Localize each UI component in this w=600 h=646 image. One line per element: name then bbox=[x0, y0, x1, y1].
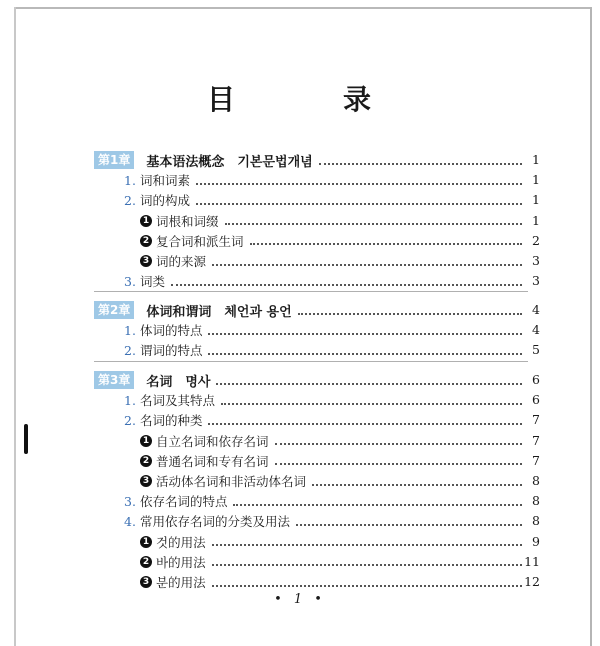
page-number-footer: • 1 • bbox=[274, 592, 326, 607]
circled-number-icon: 3 bbox=[140, 475, 152, 487]
chapter-heading[interactable] bbox=[0, 150, 600, 170]
entry-label: 普通名词和专有名词 bbox=[156, 453, 269, 469]
dot-leader bbox=[212, 263, 522, 266]
subsection-entry[interactable] bbox=[0, 211, 600, 231]
chapter-badge: 第2章 bbox=[94, 301, 134, 319]
chapter-heading[interactable] bbox=[0, 300, 600, 320]
dot-leader bbox=[275, 462, 522, 465]
entry-label: 常用依存名词的分类及用法 bbox=[139, 514, 290, 530]
entry-label: 体词的特点 bbox=[139, 323, 203, 339]
page-number: 5 bbox=[532, 342, 540, 358]
dot-leader bbox=[250, 242, 522, 245]
entry-label: 분的用法 bbox=[156, 575, 206, 590]
circled-number-icon: 2 bbox=[140, 455, 152, 467]
page-border-top bbox=[14, 7, 592, 9]
subsection-entry[interactable] bbox=[0, 471, 600, 491]
page-number: 3 bbox=[532, 273, 540, 289]
page-number: 7 bbox=[532, 432, 540, 448]
circled-number-icon: 2 bbox=[140, 556, 152, 568]
entry-label: 自立名词和依存名词 bbox=[156, 433, 269, 449]
subsection-entry[interactable] bbox=[0, 552, 600, 572]
page-number: 11 bbox=[524, 553, 540, 569]
page-title: 目 录 bbox=[206, 83, 411, 116]
page-number: 1 bbox=[532, 212, 540, 228]
section-number: 4. bbox=[124, 513, 136, 529]
section-number: 1. bbox=[124, 392, 136, 408]
section-number: 1. bbox=[124, 322, 136, 338]
page-number: 8 bbox=[532, 473, 540, 488]
dot-leader bbox=[212, 543, 522, 546]
subsection-entry[interactable] bbox=[0, 431, 600, 451]
circled-number-icon: 2 bbox=[140, 235, 152, 247]
entry-label: 词和词素 bbox=[139, 173, 190, 189]
section-number: 2. bbox=[124, 192, 136, 208]
subsection-entry[interactable] bbox=[0, 572, 600, 592]
page-number: 1 bbox=[532, 172, 540, 188]
page-number: 6 bbox=[532, 372, 540, 387]
entry-label: 词的来源 bbox=[156, 254, 207, 269]
circled-number-icon: 3 bbox=[140, 255, 152, 267]
section-number: 1. bbox=[124, 172, 136, 188]
entry-label: 名词的种类 bbox=[139, 413, 203, 429]
page-number: 9 bbox=[532, 533, 540, 549]
entry-label: 词类 bbox=[139, 274, 165, 290]
page-number: 7 bbox=[532, 412, 540, 428]
section-entry[interactable] bbox=[0, 190, 600, 210]
dot-leader bbox=[298, 312, 522, 315]
subsection-entry[interactable] bbox=[0, 231, 600, 251]
section-entry[interactable] bbox=[0, 390, 600, 410]
page-number: 1 bbox=[532, 192, 540, 208]
page-number: 4 bbox=[532, 322, 540, 338]
chapter-badge: 第1章 bbox=[94, 151, 134, 169]
page-number: 7 bbox=[532, 452, 540, 468]
dot-leader bbox=[212, 584, 522, 587]
circled-number-icon: 3 bbox=[140, 576, 152, 588]
entry-label: 复合词和派生词 bbox=[156, 233, 244, 249]
page-number: 3 bbox=[532, 253, 540, 268]
subsection-entry[interactable] bbox=[0, 532, 600, 552]
dot-leader bbox=[208, 332, 522, 335]
entry-label: 것的用法 bbox=[156, 534, 206, 550]
page-number: 12 bbox=[524, 574, 540, 589]
subsection-entry[interactable] bbox=[0, 251, 600, 271]
circled-number-icon: 1 bbox=[140, 215, 152, 227]
page-number: 8 bbox=[532, 493, 540, 509]
chapter-divider bbox=[94, 291, 528, 292]
entry-label: 活动体名词和非活动体名词 bbox=[156, 474, 307, 489]
entry-label: 依存名词的特点 bbox=[139, 494, 228, 510]
section-number: 3. bbox=[124, 493, 136, 509]
section-entry[interactable] bbox=[0, 320, 600, 340]
section-number: 3. bbox=[124, 273, 136, 289]
dot-leader bbox=[208, 352, 522, 355]
section-number: 2. bbox=[124, 412, 136, 428]
dot-leader bbox=[216, 382, 522, 385]
dot-leader bbox=[319, 162, 522, 165]
dot-leader bbox=[275, 442, 522, 445]
entry-label: 谓词的特点 bbox=[139, 343, 203, 359]
section-entry[interactable] bbox=[0, 511, 600, 531]
dot-leader bbox=[296, 523, 522, 526]
entry-label: 名词 명사 bbox=[146, 374, 211, 390]
chapter-divider bbox=[94, 361, 528, 362]
dot-leader bbox=[233, 503, 522, 506]
page-number: 4 bbox=[532, 302, 540, 317]
page-number: 1 bbox=[532, 152, 540, 167]
entry-label: 바的用法 bbox=[156, 554, 206, 570]
dot-leader bbox=[225, 222, 522, 225]
dot-leader bbox=[196, 182, 522, 185]
page-number: 2 bbox=[532, 232, 540, 248]
dot-leader bbox=[221, 402, 522, 405]
section-entry[interactable] bbox=[0, 340, 600, 360]
dot-leader bbox=[312, 483, 522, 486]
page-number: 6 bbox=[532, 392, 540, 408]
dot-leader bbox=[171, 283, 522, 286]
chapter-heading[interactable] bbox=[0, 370, 600, 390]
dot-leader bbox=[212, 563, 522, 566]
circled-number-icon: 1 bbox=[140, 435, 152, 447]
entry-label: 基本语法概念 기본문법개념 bbox=[146, 154, 313, 170]
dot-leader bbox=[196, 202, 522, 205]
dot-leader bbox=[208, 422, 522, 425]
section-entry[interactable] bbox=[0, 410, 600, 430]
circled-number-icon: 1 bbox=[140, 536, 152, 548]
entry-label: 体词和谓词 체언과 용언 bbox=[146, 304, 292, 320]
subsection-entry[interactable] bbox=[0, 451, 600, 471]
section-entry[interactable] bbox=[0, 491, 600, 511]
section-entry[interactable] bbox=[0, 271, 600, 291]
entry-label: 名词及其特点 bbox=[139, 393, 215, 409]
page-number: 8 bbox=[532, 513, 540, 529]
section-number: 2. bbox=[124, 342, 136, 358]
section-entry[interactable] bbox=[0, 170, 600, 190]
entry-label: 词根和词缀 bbox=[156, 213, 219, 229]
entry-label: 词的构成 bbox=[139, 193, 190, 209]
chapter-badge: 第3章 bbox=[94, 371, 134, 389]
